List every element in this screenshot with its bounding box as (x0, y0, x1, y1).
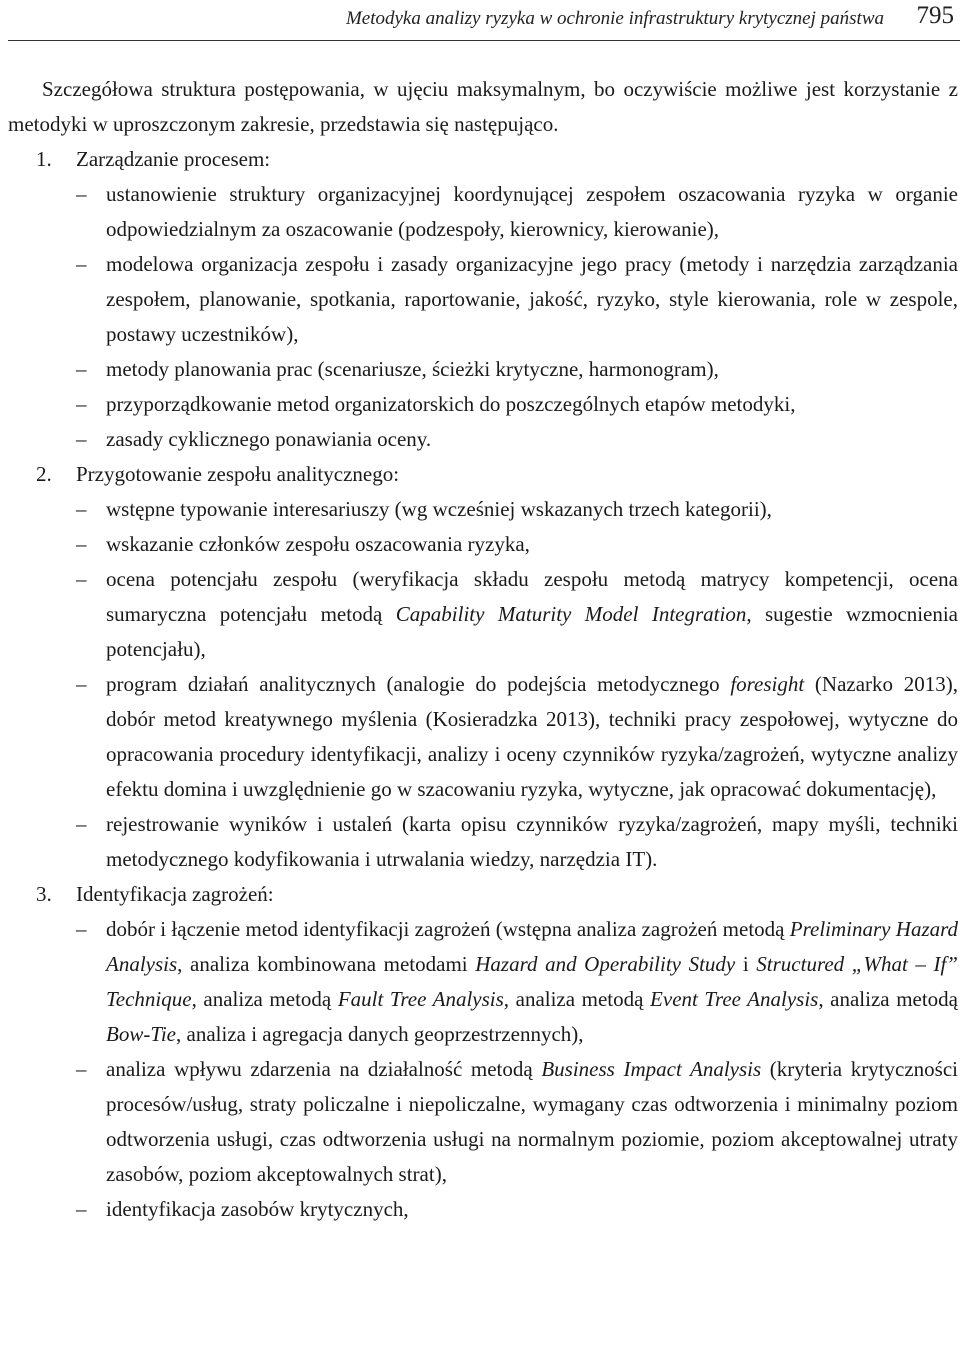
dash-bullet: – (76, 1197, 87, 1221)
method-name: Fault Tree Analysis (337, 987, 504, 1011)
list-item: – zasady cyklicznego ponawiania oceny. (8, 422, 958, 457)
method-name: Business Impact Analysis (541, 1057, 762, 1081)
dash-bullet: – (76, 1057, 87, 1081)
list-item: – program działań analitycznych (analogie do podejścia metodycznego foresight (Nazarko 2013), dobór metod kreatywnego myślenia (Kosieradzka 2013), techniki pracy zespołowej, wytyczne do opracowania procedury identyfikacji, analizy i oceny czynników ryzyka/zagrożeń, wytyczne analizy efektu domina i uwzględnienie go w szacowaniu ryzyka, wytyczne, jak opracować dokumentację), (8, 667, 958, 807)
dash-bullet: – (76, 672, 87, 696)
section-list (8, 912, 958, 1227)
dash-bullet: – (76, 357, 87, 381)
list-item: – metody planowania prac (scenariusze, ścieżki krytyczne, harmonogram), (8, 352, 958, 387)
section-number: 3. (36, 882, 52, 906)
dash-bullet: – (76, 392, 87, 416)
section-1 (8, 142, 958, 457)
list-item: – modelowa organizacja zespołu i zasady organizacyjne jego pracy (metody i narzędzia zarządzania zespołem, planowanie, spotkania, raportowanie, jakość, ryzyko, style kierowania, role w zespole, postawy uczestników), (8, 247, 958, 352)
section-number: 2. (36, 462, 52, 486)
section-title: Identyfikacja zagrożeń: (76, 882, 274, 906)
section-title: Zarządzanie procesem: (76, 147, 271, 171)
list-item: – analiza wpływu zdarzenia na działalność metodą Business Impact Analysis (kryteria krytyczności procesów/usług, straty policzalne i niepoliczalne, wymagany czas odtworzenia i minimalny poziom odtworzenia usługi, czas odtworzenia usługi na normalnym poziomie, poziom akceptowalnej utraty zasobów, poziom akceptowalnych strat), (8, 1052, 958, 1192)
dash-bullet: – (76, 252, 87, 276)
list-item: – dobór i łączenie metod identyfikacji zagrożeń (wstępna analiza zagrożeń metodą Preliminary Hazard Analysis, analiza kombinowana metodami Hazard and Operability Study i Structured „What – If” Technique, analiza metodą Fault Tree Analysis, analiza metodą Event Tree Analysis, analiza metodą Bow-Tie, analiza i agregacja danych geoprzestrzennych), (8, 912, 958, 1052)
page-header (8, 0, 960, 41)
section-3 (8, 877, 958, 1227)
section-list (8, 177, 958, 457)
method-name: foresight (730, 672, 805, 696)
section-heading (8, 877, 958, 912)
section-heading (8, 142, 958, 177)
list-item: – ocena potencjału zespołu (weryfikacja składu zespołu metodą matrycy kompetencji, ocena sumaryczna potencjału metodą Capability Maturity Model Integration, sugestie wzmocnienia potencjału), (8, 562, 958, 667)
method-name: Structured „What – If” Technique (106, 952, 958, 1011)
document-body (8, 72, 958, 1227)
section-number: 1. (36, 147, 52, 171)
running-title: Metodyka analizy ryzyka w ochronie infrastruktury krytycznej państwa (345, 8, 884, 29)
dash-bullet: – (76, 532, 87, 556)
section-list (8, 492, 958, 877)
section-2 (8, 457, 958, 877)
intro-paragraph: Szczegółowa struktura postępowania, w ujęciu maksymalnym, bo oczywiście możliwe jest korzystanie z metodyki w uproszczonym zakresie, przedstawia się następująco. (8, 77, 958, 136)
section-heading (8, 457, 958, 492)
list-item: – wstępne typowanie interesariuszy (wg wcześniej wskazanych trzech kategorii), (8, 492, 958, 527)
dash-bullet: – (76, 917, 87, 941)
dash-bullet: – (76, 427, 87, 451)
dash-bullet: – (76, 567, 87, 591)
list-item: – rejestrowanie wyników i ustaleń (karta opisu czynników ryzyka/zagrożeń, mapy myśli, techniki metodycznego kodyfikowania i utrwalania wiedzy, narzędzia IT). (8, 807, 958, 877)
list-item: – identyfikacja zasobów krytycznych, (8, 1192, 958, 1227)
method-name: Bow-Tie (106, 1022, 177, 1046)
method-name: Preliminary Hazard Analysis (106, 917, 959, 976)
method-name: Event Tree Analysis (650, 987, 819, 1011)
method-name: Capability Maturity Model Integration (395, 602, 747, 626)
list-item: – ustanowienie struktury organizacyjnej koordynującej zespołem oszacowania ryzyka w organie odpowiedzialnym za oszacowanie (podzespoły, kierownicy, kierowanie), (8, 177, 958, 247)
list-item: – przyporządkowanie metod organizatorskich do poszczególnych etapów metodyki, (8, 387, 958, 422)
dash-bullet: – (76, 812, 87, 836)
dash-bullet: – (76, 182, 87, 206)
section-title: Przygotowanie zespołu analitycznego: (76, 462, 400, 486)
dash-bullet: – (76, 497, 87, 521)
page-number: 795 (916, 2, 954, 29)
list-item: – wskazanie członków zespołu oszacowania ryzyka, (8, 527, 958, 562)
method-name: Hazard and Operability Study (475, 952, 736, 976)
